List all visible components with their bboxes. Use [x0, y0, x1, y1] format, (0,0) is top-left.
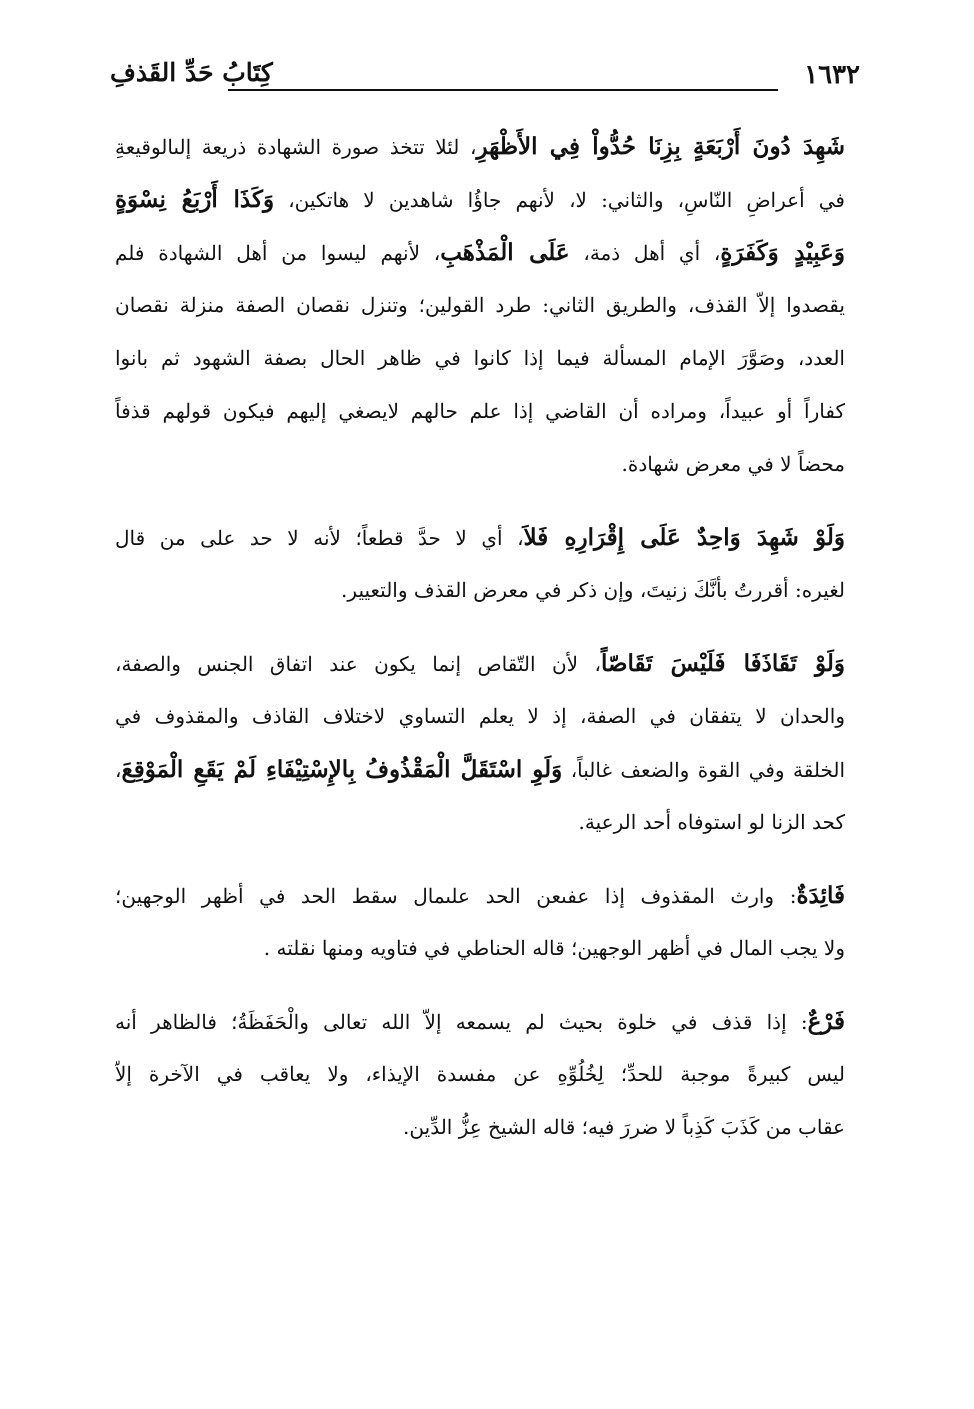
text-line	[115, 690, 845, 743]
commentary-text: : وارث المقذوف إذا عفىعن الحد علىمال سقط الحد في أظهر الوجهين؛	[115, 884, 797, 908]
commentary-text: ، أي أهل ذمة،	[569, 241, 721, 265]
paragraph	[115, 995, 845, 1154]
text-line	[115, 922, 845, 975]
text-line	[115, 1048, 845, 1101]
commentary-text: ، لئلا تتخذ صورة الشهادة ذريعة إلىالوقيعةِ	[115, 135, 477, 159]
matn-text: فَائِدَةٌ	[796, 882, 845, 909]
text-line	[115, 637, 845, 690]
chapter-title: كِتَابُ حَدِّ القَذفِ	[110, 58, 273, 87]
text-line	[115, 279, 845, 332]
text-line	[115, 743, 845, 796]
commentary-text: كفاراً أو عبيداً، ومراده أن القاضي إذا علم حالهم لايصغي إليهم فيكون قولهم قذفاً	[115, 399, 845, 423]
page-header	[110, 58, 860, 98]
commentary-text: ، أي لا حدَّ قطعاً؛ لأنه لا حد على من قال	[115, 526, 524, 550]
text-line	[115, 438, 845, 491]
commentary-text: العدد، وصَوَّرَ الإمام المسألة فيما إذا كانوا في ظاهر الحال بصفة الشهود ثم بانوا	[115, 346, 845, 370]
commentary-text: الخلقة وفي القوة والضعف غالباً،	[562, 758, 845, 782]
paragraph	[115, 120, 845, 491]
matn-text: شَهِدَ دُونَ أَرْبَعَةٍ بِزِنَا حُدُّواْ فِي الأَظْهَرِ	[476, 133, 845, 160]
commentary-text: لغيره: أقررتُ بأنَّكَ زنيتَ، وإن ذكر في معرض القذف والتعيير.	[341, 578, 845, 602]
text-line	[115, 332, 845, 385]
paragraph	[115, 637, 845, 849]
commentary-text: عقاب من كَذَبَ كَذِباً لا ضررَ فيه؛ قاله الشيخ عِزُّ الدِّين.	[403, 1115, 845, 1139]
commentary-text: ، لأن التّقاص إنما يكون عند اتفاق الجنس والصفة،	[115, 652, 601, 676]
matn-text: عَلَى الْمَذْهَبِ	[440, 239, 570, 266]
text-line	[115, 1101, 845, 1154]
commentary-text: في أعراضِ النّاسِ، والثاني: لا، لأنهم جاؤُا شاهدين لا هاتكين،	[274, 188, 845, 212]
matn-text: وَكَذَا أَرْبَعُ نِسْوَةٍ	[115, 186, 275, 213]
matn-text: فَرْعٌ	[807, 1008, 845, 1035]
body-text	[115, 120, 845, 1174]
matn-text: وَلَوْ شَهِدَ وَاحِدٌ عَلَى إِقْرَارِهِ فَلاَ	[523, 524, 845, 551]
matn-text: وَلَوِ اسْتَقَلَّ الْمَقْذُوفُ بِالإِسْتِيْفَاءِ لَمْ يَقَعِ الْمَوْقِعَ	[121, 756, 563, 783]
text-line	[115, 511, 845, 564]
commentary-text: يقصدوا إلاّ القذف، والطريق الثاني: طرد القولين؛ وتنزل نقصان الصفة منزلة نقصان	[115, 293, 845, 317]
text-line	[115, 564, 845, 617]
commentary-text: والحدان لا يتفقان في الصفة، إذ لا يعلم التساوي لاختلاف القاذف والمقذوف في	[115, 704, 845, 728]
commentary-text: كحد الزنا لو استوفاه أحد الرعية.	[578, 810, 845, 834]
text-line	[115, 226, 845, 279]
commentary-text: ، لأنهم ليسوا من أهل الشهادة فلم	[115, 241, 441, 265]
matn-text: وَلَوْ تَقَاذَفَا فَلَيْسَ تَقَاصّاً	[600, 650, 845, 677]
text-line	[115, 173, 845, 226]
paragraph	[115, 511, 845, 617]
page-number: ١٦٣٢	[804, 60, 860, 90]
matn-text: وَعَبِيْدٍ وَكَفَرَةٍ	[720, 239, 845, 266]
commentary-text: ولا يجب المال في أظهر الوجهين؛ قاله الحناطي في فتاويه ومنها نقلته .	[263, 936, 845, 960]
commentary-text: ليس كبيرةً موجبة للحدِّ؛ لِخُلُوِّهِ عن مفسدة الإيذاء، ولا يعاقب في الآخرة إلاّ	[115, 1062, 845, 1086]
commentary-text: محضاً لا في معرض شهادة.	[621, 452, 845, 476]
text-line	[115, 120, 845, 173]
text-line	[115, 869, 845, 922]
commentary-text: : إذا قذف في خلوة بحيث لم يسمعه إلاّ الله تعالى والْحَفَظَةُ؛ فالظاهر أنه	[115, 1010, 808, 1034]
paragraph	[115, 869, 845, 975]
text-line	[115, 385, 845, 438]
text-line	[115, 796, 845, 849]
header-rule	[228, 89, 778, 91]
text-line	[115, 995, 845, 1048]
commentary-text: ،	[115, 758, 122, 782]
